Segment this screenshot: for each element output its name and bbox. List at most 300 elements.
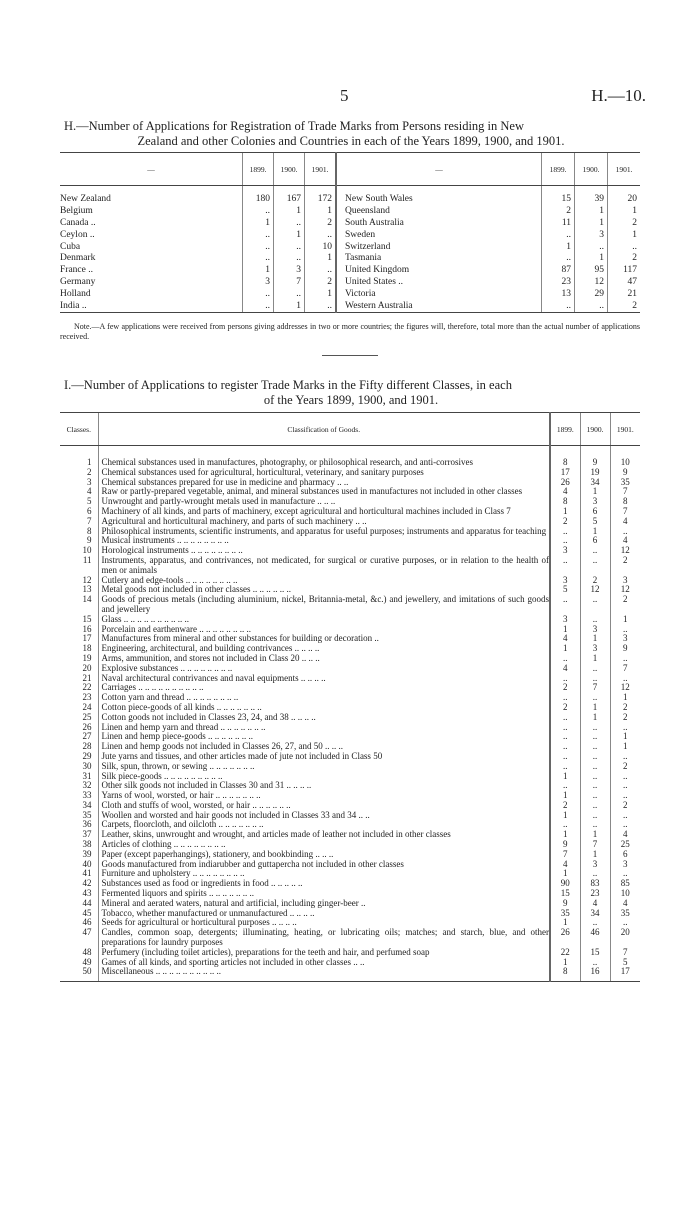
countries-table bbox=[60, 152, 640, 313]
goods-description: Chemical substances used in manufactures, photography, or philosophical research, and anti-corrosives bbox=[98, 458, 550, 468]
class-number: 26 bbox=[82, 721, 92, 732]
goods-description: Leather, skins, unwrought and wrought, and articles made of leather not included in other classes bbox=[98, 830, 550, 840]
count-cell: 4 bbox=[550, 860, 580, 870]
class-number: 35 bbox=[82, 809, 92, 820]
count-cell: .. bbox=[580, 820, 610, 830]
count-cell: 5 bbox=[550, 585, 580, 595]
goods-description: Perfumery (including toilet articles), preparations for the teeth and hair, and perfumed soap bbox=[98, 948, 550, 958]
class-number: 29 bbox=[82, 750, 92, 761]
count-cell: .. bbox=[550, 654, 580, 664]
goods-description: Yarns of wool, worsted, or hair .. .. .. .. .. .. .. bbox=[98, 791, 550, 801]
country-name: Sweden bbox=[336, 229, 542, 241]
count-cell: 29 bbox=[575, 288, 608, 300]
country-name: Victoria bbox=[336, 288, 542, 300]
count-cell: .. bbox=[610, 527, 640, 537]
goods-description: Candles, common soap, detergents; illuminating, heating, or lubricating oils; matches; and starch, blue, and other preparations for laundry purposes bbox=[98, 928, 550, 948]
spacer-cell bbox=[575, 186, 608, 195]
count-cell: 9 bbox=[610, 468, 640, 478]
count-cell: 1 bbox=[575, 253, 608, 265]
goods-description: Unwrought and partly-wrought metals used in manufacture .. .. .. bbox=[98, 497, 550, 507]
table-row bbox=[60, 300, 640, 312]
count-cell: 23 bbox=[542, 277, 575, 289]
table-row bbox=[60, 206, 640, 218]
count-cell: .. bbox=[243, 229, 274, 241]
count-cell: .. bbox=[274, 218, 305, 230]
goods-description: Metal goods not included in other classes .. .. .. .. .. .. bbox=[98, 585, 550, 595]
count-cell: 20 bbox=[610, 928, 640, 948]
count-cell: 87 bbox=[542, 265, 575, 277]
count-cell: 1 bbox=[550, 958, 580, 968]
col-year: 1901. bbox=[305, 153, 337, 186]
count-cell: .. bbox=[580, 762, 610, 772]
table-row bbox=[60, 229, 640, 241]
count-cell: 12 bbox=[575, 277, 608, 289]
count-cell: 17 bbox=[550, 468, 580, 478]
count-cell: .. bbox=[610, 781, 640, 791]
class-number: 3 bbox=[87, 476, 92, 487]
class-number: 1 bbox=[87, 457, 92, 467]
count-cell: 3 bbox=[550, 576, 580, 586]
count-cell: 9 bbox=[550, 840, 580, 850]
count-cell: 3 bbox=[610, 576, 640, 586]
col-year: 1899. bbox=[542, 153, 575, 186]
goods-description: Cloth and stuffs of wool, worsted, or hair .. .. .. .. .. .. bbox=[98, 801, 550, 811]
goods-description: Articles of clothing .. .. .. .. .. .. .. .. bbox=[98, 840, 550, 850]
count-cell: 35 bbox=[610, 478, 640, 488]
col-classification: Classification of Goods. bbox=[98, 413, 550, 446]
count-cell: .. bbox=[580, 732, 610, 742]
count-cell: .. bbox=[580, 791, 610, 801]
goods-description: Linen and hemp piece-goods .. .. .. .. .. .. .. bbox=[98, 732, 550, 742]
goods-description: Machinery of all kinds, and parts of machinery, except agricultural and horticultural machines included in Class 7 bbox=[98, 507, 550, 517]
count-cell: .. bbox=[610, 674, 640, 684]
goods-description: Philosophical instruments, scientific instruments, and apparatus for useful purposes; instruments and apparatus for teaching bbox=[98, 527, 550, 537]
count-cell: 8 bbox=[550, 967, 580, 981]
count-cell: 1 bbox=[305, 206, 337, 218]
count-cell: 12 bbox=[580, 585, 610, 595]
count-cell: .. bbox=[542, 253, 575, 265]
country-name: New Zealand bbox=[60, 194, 111, 205]
count-cell: .. bbox=[550, 781, 580, 791]
count-cell: 1 bbox=[305, 253, 337, 265]
count-cell: 2 bbox=[580, 576, 610, 586]
count-cell: 2 bbox=[542, 206, 575, 218]
spacer-cell bbox=[274, 186, 305, 195]
count-cell: 1 bbox=[243, 265, 274, 277]
spacer-cell bbox=[60, 186, 243, 195]
class-number: 9 bbox=[87, 535, 92, 546]
goods-description: Manufactures from mineral and other substances for building or decoration .. bbox=[98, 634, 550, 644]
count-cell: .. bbox=[550, 536, 580, 546]
count-cell: .. bbox=[580, 664, 610, 674]
count-cell: 1 bbox=[274, 206, 305, 218]
country-name: Ceylon .. bbox=[60, 229, 95, 240]
class-number: 14 bbox=[82, 594, 92, 605]
class-number: 15 bbox=[82, 613, 92, 624]
country-name: India .. bbox=[60, 300, 243, 312]
goods-description: Mineral and aerated waters, natural and artificial, including ginger-beer .. bbox=[98, 899, 550, 909]
count-cell: 1 bbox=[608, 206, 641, 218]
count-cell: .. bbox=[243, 206, 274, 218]
spacer-cell bbox=[608, 186, 641, 195]
count-cell: 1 bbox=[580, 487, 610, 497]
table-row bbox=[60, 241, 640, 253]
count-cell: .. bbox=[580, 958, 610, 968]
count-cell: 11 bbox=[542, 218, 575, 230]
count-cell: 83 bbox=[580, 879, 610, 889]
goods-description: Linen and hemp goods not included in Classes 26, 27, and 50 .. .. .. bbox=[98, 742, 550, 752]
count-cell: 6 bbox=[580, 507, 610, 517]
class-number: 22 bbox=[82, 682, 92, 693]
count-cell: 1 bbox=[610, 732, 640, 742]
goods-description: Other silk goods not included in Classes 30 and 31 .. .. .. .. bbox=[98, 781, 550, 791]
table-row bbox=[60, 218, 640, 230]
count-cell: 1 bbox=[550, 772, 580, 782]
col-year: 1899. bbox=[243, 153, 274, 186]
country-name: United Kingdom bbox=[336, 265, 542, 277]
class-number: 33 bbox=[82, 790, 92, 801]
count-cell: .. bbox=[274, 288, 305, 300]
class-number: 13 bbox=[82, 584, 92, 595]
spacer-cell bbox=[336, 186, 542, 195]
count-cell: 2 bbox=[305, 277, 337, 289]
count-cell: .. bbox=[243, 288, 274, 300]
count-cell: 4 bbox=[550, 634, 580, 644]
goods-description: Agricultural and horticultural machinery, and parts of such machinery .. .. bbox=[98, 517, 550, 527]
count-cell: 26 bbox=[550, 928, 580, 948]
count-cell: 8 bbox=[550, 497, 580, 507]
count-cell: 1 bbox=[550, 644, 580, 654]
class-number: 41 bbox=[82, 868, 92, 879]
country-name: Canada .. bbox=[60, 217, 96, 228]
class-number: 36 bbox=[82, 819, 92, 830]
count-cell: 1 bbox=[575, 218, 608, 230]
count-cell: 2 bbox=[550, 683, 580, 693]
count-cell: 1 bbox=[274, 229, 305, 241]
class-number: 25 bbox=[82, 711, 92, 722]
count-cell: .. bbox=[610, 625, 640, 635]
goods-description: Furniture and upholstery .. .. .. .. .. .. .. .. bbox=[98, 869, 550, 879]
count-cell: 1 bbox=[550, 811, 580, 821]
count-cell: 3 bbox=[580, 860, 610, 870]
count-cell: .. bbox=[610, 654, 640, 664]
class-number: 47 bbox=[82, 927, 92, 938]
count-cell: 4 bbox=[580, 899, 610, 909]
count-cell: 172 bbox=[305, 194, 337, 206]
goods-description: Cotton piece-goods of all kinds .. .. .. .. .. .. .. bbox=[98, 703, 550, 713]
count-cell: .. bbox=[610, 811, 640, 821]
count-cell: 2 bbox=[610, 713, 640, 723]
count-cell: .. bbox=[274, 253, 305, 265]
count-cell: 8 bbox=[610, 497, 640, 507]
col-country-right: — bbox=[336, 153, 542, 186]
count-cell: .. bbox=[243, 241, 274, 253]
goods-description: Cotton goods not included in Classes 23, 24, and 38 .. .. .. .. bbox=[98, 713, 550, 723]
count-cell: 180 bbox=[243, 194, 274, 206]
count-cell: 8 bbox=[550, 458, 580, 468]
goods-description: Linen and hemp yarn and thread .. .. .. .. .. .. .. bbox=[98, 723, 550, 733]
count-cell: 1 bbox=[580, 713, 610, 723]
page-number: 5 bbox=[340, 86, 349, 105]
count-cell: 1 bbox=[274, 300, 305, 312]
class-number: 46 bbox=[82, 917, 92, 928]
count-cell: 3 bbox=[580, 644, 610, 654]
table-row bbox=[60, 967, 640, 981]
class-number: 40 bbox=[82, 858, 92, 869]
count-cell: 1 bbox=[580, 527, 610, 537]
class-number: 7 bbox=[87, 515, 92, 526]
count-cell: 1 bbox=[243, 218, 274, 230]
classes-table bbox=[60, 412, 640, 982]
count-cell: .. bbox=[243, 300, 274, 312]
count-cell: 19 bbox=[580, 468, 610, 478]
count-cell: 4 bbox=[610, 830, 640, 840]
count-cell: .. bbox=[580, 693, 610, 703]
country-name: France .. bbox=[60, 265, 93, 276]
count-cell: .. bbox=[580, 918, 610, 928]
class-number: 11 bbox=[82, 554, 92, 565]
count-cell: .. bbox=[305, 229, 337, 241]
class-number: 50 bbox=[60, 967, 98, 981]
spacer-row bbox=[60, 186, 640, 195]
country-name: Holland bbox=[60, 288, 91, 299]
count-cell: 46 bbox=[580, 928, 610, 948]
count-cell: .. bbox=[610, 918, 640, 928]
count-cell: .. bbox=[550, 595, 580, 615]
count-cell: 1 bbox=[610, 693, 640, 703]
col-year: 1900. bbox=[580, 413, 610, 446]
country-name: Germany bbox=[60, 276, 96, 287]
class-number: 20 bbox=[82, 662, 92, 673]
count-cell: 15 bbox=[550, 889, 580, 899]
table-row bbox=[60, 253, 640, 265]
count-cell: .. bbox=[550, 527, 580, 537]
count-cell: 39 bbox=[575, 194, 608, 206]
count-cell: 47 bbox=[608, 277, 641, 289]
count-cell: 2 bbox=[550, 801, 580, 811]
goods-description: Engineering, architectural, and building contrivances .. .. .. .. bbox=[98, 644, 550, 654]
class-number: 24 bbox=[82, 701, 92, 712]
count-cell: 1 bbox=[550, 507, 580, 517]
count-cell: 23 bbox=[580, 889, 610, 899]
count-cell: 1 bbox=[608, 229, 641, 241]
count-cell: 2 bbox=[610, 762, 640, 772]
count-cell: .. bbox=[550, 762, 580, 772]
count-cell: .. bbox=[580, 546, 610, 556]
count-cell: 1 bbox=[542, 241, 575, 253]
goods-description: Seeds for agricultural or horticultural purposes .. .. .. .. bbox=[98, 918, 550, 928]
count-cell: 2 bbox=[550, 703, 580, 713]
count-cell: .. bbox=[580, 674, 610, 684]
count-cell: 4 bbox=[550, 664, 580, 674]
count-cell: 1 bbox=[550, 918, 580, 928]
count-cell: 20 bbox=[608, 194, 641, 206]
count-cell: 95 bbox=[575, 265, 608, 277]
count-cell: 3 bbox=[610, 634, 640, 644]
count-cell: .. bbox=[550, 723, 580, 733]
count-cell: 15 bbox=[542, 194, 575, 206]
goods-description: Goods of precious metals (including aluminium, nickel, Britannia-metal, &c.) and jewellery, and imitations of such goods and jewellery bbox=[98, 595, 550, 615]
section-h-title bbox=[64, 119, 638, 149]
class-number: 32 bbox=[82, 780, 92, 791]
goods-description: Porcelain and earthenware .. .. .. .. .. .. .. .. bbox=[98, 625, 550, 635]
class-number: 49 bbox=[82, 956, 92, 967]
class-number: 10 bbox=[82, 545, 92, 556]
class-number: 45 bbox=[82, 907, 92, 918]
count-cell: 15 bbox=[580, 948, 610, 958]
count-cell: 10 bbox=[305, 241, 337, 253]
table-row bbox=[60, 265, 640, 277]
count-cell: .. bbox=[580, 595, 610, 615]
count-cell: .. bbox=[610, 791, 640, 801]
country-name: Switzerland bbox=[336, 241, 542, 253]
divider bbox=[322, 355, 378, 356]
count-cell: 7 bbox=[580, 840, 610, 850]
count-cell: 10 bbox=[610, 889, 640, 899]
class-number: 42 bbox=[82, 878, 92, 889]
count-cell: 21 bbox=[608, 288, 641, 300]
count-cell: .. bbox=[274, 241, 305, 253]
count-cell: 1 bbox=[550, 869, 580, 879]
country-name: Tasmania bbox=[336, 253, 542, 265]
count-cell: 117 bbox=[608, 265, 641, 277]
count-cell: 10 bbox=[610, 458, 640, 468]
paper-reference: H.—10. bbox=[591, 86, 646, 105]
goods-description: Substances used as food or ingredients in food .. .. .. .. .. bbox=[98, 879, 550, 889]
count-cell: 7 bbox=[580, 683, 610, 693]
col-year: 1899. bbox=[550, 413, 580, 446]
goods-description: Explosive substances .. .. .. .. .. .. .. .. bbox=[98, 664, 550, 674]
count-cell: 7 bbox=[550, 850, 580, 860]
count-cell: .. bbox=[608, 241, 641, 253]
count-cell: .. bbox=[580, 723, 610, 733]
count-cell: .. bbox=[542, 300, 575, 312]
count-cell: 35 bbox=[550, 909, 580, 919]
goods-description: Carpets, floorcloth, and oilcloth .. .. .. .. .. .. .. bbox=[98, 820, 550, 830]
count-cell: .. bbox=[550, 556, 580, 576]
class-number: 27 bbox=[82, 731, 92, 742]
goods-description: Miscellaneous .. .. .. .. .. .. .. .. .. .. bbox=[98, 967, 550, 981]
col-year: 1900. bbox=[575, 153, 608, 186]
count-cell: 3 bbox=[550, 546, 580, 556]
class-number: 18 bbox=[82, 643, 92, 654]
count-cell: .. bbox=[550, 713, 580, 723]
count-cell: 17 bbox=[610, 967, 640, 981]
count-cell: 4 bbox=[550, 487, 580, 497]
count-cell: .. bbox=[550, 732, 580, 742]
count-cell: 26 bbox=[550, 478, 580, 488]
goods-description: Chemical substances used for agricultural, horticultural, veterinary, and sanitary purposes bbox=[98, 468, 550, 478]
goods-description: Naval architectural contrivances and naval equipments .. .. .. .. bbox=[98, 674, 550, 684]
goods-description: Arms, ammunition, and stores not included in Class 20 .. .. .. bbox=[98, 654, 550, 664]
col-year: 1901. bbox=[608, 153, 641, 186]
count-cell: 35 bbox=[610, 909, 640, 919]
count-cell: 5 bbox=[610, 958, 640, 968]
count-cell: .. bbox=[550, 742, 580, 752]
class-number: 39 bbox=[82, 848, 92, 859]
goods-description: Silk piece-goods .. .. .. .. .. .. .. .. .. bbox=[98, 772, 550, 782]
count-cell: 22 bbox=[550, 948, 580, 958]
spacer-cell bbox=[243, 186, 274, 195]
count-cell: 1 bbox=[550, 791, 580, 801]
count-cell: 4 bbox=[610, 517, 640, 527]
count-cell: .. bbox=[610, 723, 640, 733]
count-cell: .. bbox=[243, 253, 274, 265]
count-cell: 34 bbox=[580, 909, 610, 919]
class-number: 12 bbox=[82, 574, 92, 585]
col-year: 1901. bbox=[610, 413, 640, 446]
count-cell: 4 bbox=[610, 536, 640, 546]
count-cell: 9 bbox=[610, 644, 640, 654]
count-cell: 25 bbox=[610, 840, 640, 850]
count-cell: .. bbox=[580, 781, 610, 791]
section-h-title-line2: Zealand and other Colonies and Countries in each of the Years 1899, 1900, and 1901. bbox=[137, 134, 565, 148]
count-cell: 6 bbox=[580, 536, 610, 546]
count-cell: 167 bbox=[274, 194, 305, 206]
count-cell: 3 bbox=[243, 277, 274, 289]
goods-description: Tobacco, whether manufactured or unmanufactured .. .. .. .. bbox=[98, 909, 550, 919]
goods-description: Carriages .. .. .. .. .. .. .. .. .. .. bbox=[98, 683, 550, 693]
country-name: Belgium bbox=[60, 206, 93, 217]
count-cell: 3 bbox=[580, 625, 610, 635]
count-cell: 85 bbox=[610, 879, 640, 889]
class-number: 16 bbox=[82, 623, 92, 634]
count-cell: 3 bbox=[610, 860, 640, 870]
count-cell: 2 bbox=[608, 253, 641, 265]
count-cell: .. bbox=[580, 752, 610, 762]
count-cell: .. bbox=[575, 241, 608, 253]
count-cell: .. bbox=[580, 801, 610, 811]
class-number: 2 bbox=[87, 466, 92, 477]
table-row bbox=[60, 277, 640, 289]
section-i-title bbox=[64, 378, 638, 408]
goods-description: Glass .. .. .. .. .. .. .. .. .. .. bbox=[98, 615, 550, 625]
class-number: 5 bbox=[87, 496, 92, 507]
count-cell: 1 bbox=[580, 703, 610, 713]
count-cell: 3 bbox=[580, 497, 610, 507]
count-cell: 3 bbox=[274, 265, 305, 277]
count-cell: 1 bbox=[580, 850, 610, 860]
goods-description: Silk, spun, thrown, or sewing .. .. .. .. .. .. .. bbox=[98, 762, 550, 772]
count-cell: .. bbox=[550, 674, 580, 684]
spacer-cell bbox=[60, 446, 98, 459]
goods-description: Fermented liquors and spirits .. .. .. .. .. .. .. bbox=[98, 889, 550, 899]
count-cell: 7 bbox=[610, 948, 640, 958]
count-cell: .. bbox=[610, 752, 640, 762]
count-cell: 1 bbox=[305, 288, 337, 300]
count-cell: .. bbox=[550, 820, 580, 830]
count-cell: .. bbox=[305, 265, 337, 277]
count-cell: 2 bbox=[610, 801, 640, 811]
goods-description: Horological instruments .. .. .. .. .. .. .. .. bbox=[98, 546, 550, 556]
class-number: 48 bbox=[82, 946, 92, 957]
count-cell: 34 bbox=[580, 478, 610, 488]
count-cell: 1 bbox=[610, 615, 640, 625]
class-number: 38 bbox=[82, 839, 92, 850]
count-cell: 2 bbox=[305, 218, 337, 230]
class-number: 28 bbox=[82, 741, 92, 752]
count-cell: 90 bbox=[550, 879, 580, 889]
class-number: 31 bbox=[82, 770, 92, 781]
class-number: 6 bbox=[87, 505, 92, 516]
count-cell: .. bbox=[550, 693, 580, 703]
spacer-cell bbox=[542, 186, 575, 195]
count-cell: .. bbox=[610, 772, 640, 782]
goods-description: Raw or partly-prepared vegetable, animal, and mineral substances used in manufactures not included in other classes bbox=[98, 487, 550, 497]
class-number: 23 bbox=[82, 692, 92, 703]
class-number: 34 bbox=[82, 799, 92, 810]
section-i-title-line1: I.—Number of Applications to register Trade Marks in the Fifty different Classes, in each bbox=[64, 378, 512, 392]
